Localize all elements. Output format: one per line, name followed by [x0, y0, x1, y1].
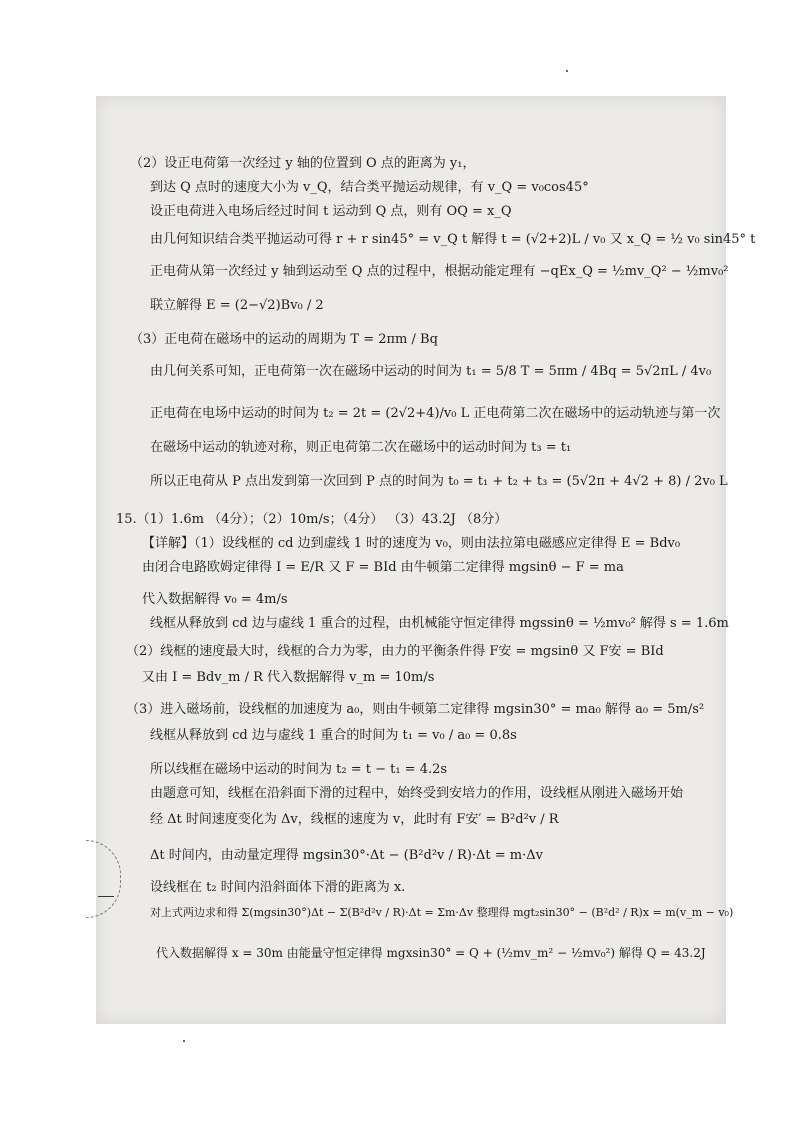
- text-line: 线框从释放到 cd 边与虚线 1 重合的过程，由机械能守恒定律得 mgssinθ = ½mv₀² 解得 s = 1.6m: [150, 616, 729, 631]
- text-line: 设线框在 t₂ 时间内沿斜面体下滑的距离为 x.: [150, 880, 406, 895]
- text-line: 15.（1）1.6m （4分）；（2）10m/s；（4分） （3）43.2J （8分）: [116, 512, 508, 527]
- text-line: 由闭合电路欧姆定律得 I = E/R 又 F = BId 由牛顿第二定律得 mgsinθ − F = ma: [142, 560, 624, 575]
- text-line: 在磁场中运动的轨迹对称，则正电荷第二次在磁场中的运动时间为 t₃ = t₁: [150, 440, 572, 455]
- axis-tick-fragment: [98, 896, 114, 897]
- scanned-page: [96, 96, 756, 1024]
- text-line: 【详解】（1）设线框的 cd 边到虚线 1 时的速度为 v₀，则由法拉第电磁感应定律得 E = Bdv₀: [142, 536, 681, 551]
- text-line: 对上式两边求和得 Σ(mgsin30°)Δt − Σ(B²d²v / R)·Δt = Σm·Δv 整理得 mgt₂sin30° − (B²d² / R)x = m(v_m − v₀): [150, 906, 734, 919]
- text-line: 联立解得 E = (2−√2)Bv₀ / 2: [150, 298, 324, 313]
- speck: [566, 70, 568, 72]
- dashed-arc-fragment: [86, 840, 121, 918]
- text-line: 设正电荷进入电场后经过时间 t 运动到 Q 点，则有 OQ = x_Q: [150, 204, 512, 219]
- text-line: （3）进入磁场前，设线框的加速度为 a₀，则由牛顿第二定律得 mgsin30° = ma₀ 解得 a₀ = 5m/s²: [126, 702, 705, 717]
- text-line: （3）正电荷在磁场中的运动的周期为 T = 2πm / Bq: [130, 332, 438, 347]
- text-line: 由题意可知，线框在沿斜面下滑的过程中，始终受到安培力的作用，设线框从刚进入磁场开始: [150, 786, 684, 801]
- text-line: 代入数据解得 x = 30m 由能量守恒定律得 mgxsin30° = Q + (½mv_m² − ½mv₀²) 解得 Q = 43.2J: [156, 946, 706, 960]
- text-line: 正电荷在电场中运动的时间为 t₂ = 2t = (2√2+4)/v₀ L 正电荷第二次在磁场中的运动轨迹与第一次: [150, 406, 721, 421]
- text-line: 到达 Q 点时的速度大小为 v_Q，结合类平抛运动规律，有 v_Q = v₀cos45°: [150, 180, 589, 195]
- text-line: 由几何知识结合类平抛运动可得 r + r sin45° = v_Q t 解得 t = (√2+2)L / v₀ 又 x_Q = ½ v₀ sin45° t: [150, 232, 756, 247]
- speck: [183, 1040, 185, 1042]
- text-line: 又由 I = Bdv_m / R 代入数据解得 v_m = 10m/s: [142, 670, 435, 685]
- text-line: 由几何关系可知，正电荷第一次在磁场中运动的时间为 t₁ = 5/8 T = 5πm / 4Bq = 5√2πL / 4v₀: [150, 364, 712, 379]
- text-line: （2）线框的速度最大时，线框的合力为零，由力的平衡条件得 F安 = mgsinθ 又 F安 = BId: [126, 644, 664, 659]
- text-line: Δt 时间内，由动量定理得 mgsin30°·Δt − (B²d²v / R)·Δt = m·Δv: [150, 848, 543, 863]
- text-line: 所以正电荷从 P 点出发到第一次回到 P 点的时间为 t₀ = t₁ + t₂ + t₃ = (5√2π + 4√2 + 8) / 2v₀ L: [150, 474, 728, 489]
- text-line: 所以线框在磁场中运动的时间为 t₂ = t − t₁ = 4.2s: [150, 762, 448, 777]
- text-line: 线框从释放到 cd 边与虚线 1 重合的时间为 t₁ = v₀ / a₀ = 0.8s: [150, 728, 517, 743]
- text-line: 正电荷从第一次经过 y 轴到运动至 Q 点的过程中，根据动能定理有 −qEx_Q = ½mv_Q² − ½mv₀²: [150, 264, 729, 279]
- text-line: 经 Δt 时间速度变化为 Δv，线框的速度为 v，此时有 F安′ = B²d²v / R: [150, 812, 559, 827]
- text-line: 代入数据解得 v₀ = 4m/s: [142, 592, 288, 607]
- text-line: （2）设正电荷第一次经过 y 轴的位置到 O 点的距离为 y₁，: [130, 156, 476, 171]
